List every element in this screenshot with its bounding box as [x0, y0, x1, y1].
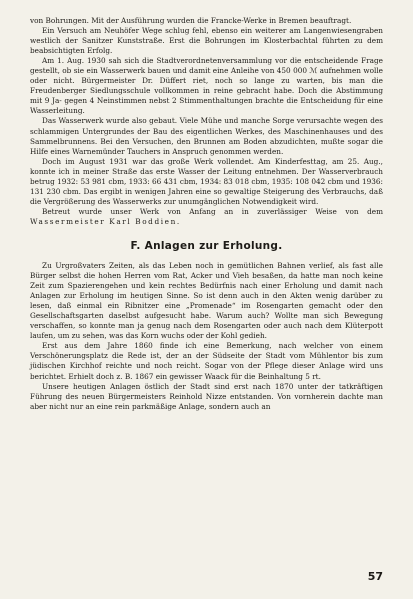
paragraph: Unsere heutigen Anlagen östlich der Stadt sind erst nach 1870 unter der tatkräftigen Führung des neuen Bürgermeisters Reinhold Nizze entstanden. Von vornherein dachte man aber nicht nur an eine rein parkmäßige Anlage, sondern auch an: [30, 381, 383, 411]
paragraph: Erst aus dem Jahre 1860 finde ich eine Bemerkung, nach welcher von einem Verschönerungsplatz die Rede ist, der an der Südseite der Stadt vom Mühlentor bis zum jüdischen Kirchhof reichte und noch reicht. Sogar von der Pflege dieser Anlage wird uns berichtet. Erhielt doch z. B. 1867 ein gewisser Waack für die Beinhaltung 5 rt.: [30, 341, 383, 381]
spaced-name: Wassermeister Karl Boddien: [30, 216, 177, 226]
paragraph: Doch im August 1931 war das große Werk vollendet. Am Kinderfesttag, am 25. Aug., konnte ich in meiner Straße das erste Wasser der Leitung entnehmen. Der Wasserverbrauch betrug 1932: 53 981 cbm, 1933: 66 431 cbm, 1934: 83 018 cbm, 1935: 108 042 cbm und 1936: 131 230 cbm. Das ergibt in wenigen Jahren eine so gewaltige Steigerung des Verbrauchs, daß die Vergrößerung des Wasserwerks zur unumgänglichen Notwendigkeit wird.: [30, 156, 383, 206]
paragraph: Am 1. Aug. 1930 sah sich die Stadtverordnetenversammlung vor die entscheidende Frage gestellt, ob sie ein Wasserwerk bauen und damit eine Anleihe von 450 000 ℳ aufnehmen wolle oder nicht. Bürgermeister Dr. Düffert riet, noch so lange zu warten, bis man die Freudenberger Siedlungsschule vollkommen in reine gebracht habe. Doch die Abstimmung mit 9 Ja- gegen 4 Neinstimmen nebst 2 Stimmenthaltungen brachte die Entscheidung für eine Wasserleitung.: [30, 56, 383, 116]
paragraph: von Bohrungen. Mit der Ausführung wurden die Francke-Werke in Bremen beauftragt.: [30, 16, 352, 25]
page-number: 57: [367, 570, 383, 583]
paragraph: Zu Urgroßvaters Zeiten, als das Leben noch in gemütlichen Bahnen verlief, als fast alle Bürger selbst die hohen Herren vom Rat, Acker und Vieh besaßen, da hatte man noch keine Zeit zum Spazierengehen und kein rechtes Bedürfnis nach einer Erholung und damit nach Anlagen zur Erholung im heutigen Sinne. So ist denn auch in den Akten wenig darüber zu lesen, daß einmal ein Ribnitzer eine „Promenade“ im Rosengarten gemacht oder den Gesellschaftsgarten daselbst aufgesucht habe. Warum auch? Wollte man sich Bewegung verschaffen, so konnte man ja genug nach dem Rosengarten oder auch nach dem Klüterpott laufen, um zu sehen, was das Korn wuchs oder der Kohl gedieh.: [30, 260, 383, 341]
text-block-top: [30, 16, 383, 227]
section-heading: F. Anlagen zur Erholung.: [130, 239, 283, 252]
text-block-bottom: [30, 261, 383, 412]
paragraph: Das Wasserwerk wurde also gebaut. Viele Mühe und manche Sorge verursachte wegen des schlammigen Untergrundes der Bau des eigentlichen Werkes, des Maschinenhauses und des Sammelbrunnens. Bei den Versuchen, den Brunnen am Boden abzudichten, mußte sogar die Hilfe eines Warnemünder Tauchers in Anspruch genommen werden.: [30, 116, 383, 156]
paragraph: [30, 207, 383, 227]
paragraph-text: Betreut wurde unser Werk von Anfang an in zuverlässiger Weise von dem: [42, 206, 383, 216]
paragraph: Ein Versuch am Neuhöfer Wege schlug fehl, ebenso ein weiterer am Langenwiesengraben westlich der Sanitzer Kunststraße. Erst die Bohrungen im Klosterbachtal führten zu dem beabsichtigten Erfolg.: [30, 26, 383, 56]
paragraph-end: .: [176, 216, 180, 226]
